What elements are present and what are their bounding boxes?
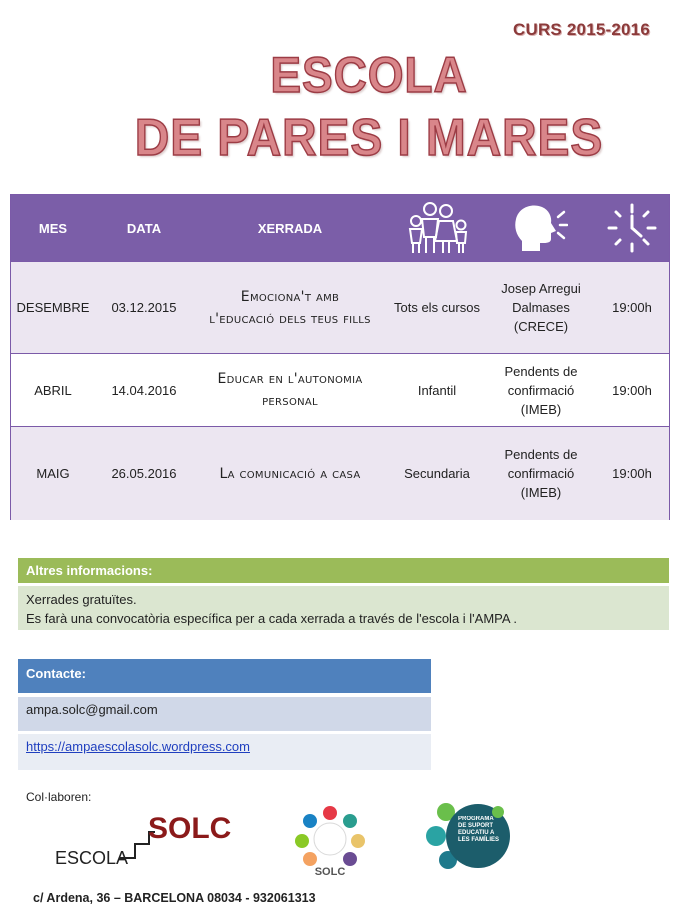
escola-solc-logo bbox=[55, 810, 250, 868]
web-link[interactable]: https://ampaescolasolc.wordpress.com bbox=[26, 739, 250, 754]
col-xerrada: XERRADA bbox=[257, 220, 323, 236]
col-hora bbox=[595, 195, 669, 261]
col-data: DATA bbox=[126, 220, 162, 236]
family-icon bbox=[400, 199, 474, 257]
row-ponent: Josep Arregui Dalmases (CRECE) bbox=[501, 281, 581, 334]
col-mes: MES bbox=[38, 220, 68, 236]
row-xerrada: Emociona't amb l'educació dels teus fills bbox=[209, 288, 371, 327]
altres-body bbox=[18, 586, 669, 630]
col-ponent bbox=[487, 195, 595, 261]
row-mes: DESEMBRE bbox=[16, 300, 90, 315]
altres-line1: Xerrades gratuïtes. bbox=[26, 592, 137, 607]
page-title-line2: DE PARES I MARES bbox=[134, 109, 604, 167]
row-hora: 19:00h bbox=[612, 300, 652, 315]
schedule-table bbox=[10, 194, 670, 520]
collaborators-label: Col·laboren: bbox=[26, 790, 92, 804]
clock-icon bbox=[606, 202, 658, 254]
row-data: 03.12.2015 bbox=[111, 300, 177, 315]
logo-solc-text: SOLC bbox=[148, 812, 232, 845]
logo2-text: SOLC bbox=[314, 866, 346, 878]
contact-email[interactable]: ampa.solc@gmail.com bbox=[18, 697, 431, 731]
row-data: 26.05.2016 bbox=[111, 466, 177, 481]
row-mes: MAIG bbox=[36, 466, 70, 481]
contact-heading: Contacte: bbox=[18, 659, 431, 693]
speaker-icon bbox=[514, 203, 568, 253]
programa-suport-logo bbox=[424, 798, 516, 874]
logo3-text: PROGRAMA DE SUPORT EDUCATIU A LES FAMÍLIES bbox=[458, 816, 500, 843]
row-data: 14.04.2016 bbox=[111, 382, 177, 398]
table-row bbox=[11, 353, 669, 426]
row-xerrada: La comunicació a casa bbox=[219, 465, 361, 482]
row-ponent: Pendents de confirmació (IMEB) bbox=[504, 447, 578, 500]
table-row bbox=[11, 426, 669, 520]
contact-web bbox=[18, 734, 431, 770]
row-ponent: Pendents de confirmació (IMEB) bbox=[504, 363, 578, 417]
table-header bbox=[11, 195, 669, 261]
row-mes: ABRIL bbox=[34, 382, 72, 398]
row-hora: 19:00h bbox=[612, 466, 652, 481]
row-hora: 19:00h bbox=[612, 382, 652, 398]
altres-line2: Es farà una convocatòria específica per a cada xerrada a través de l'escola i l'AMPA . bbox=[26, 611, 518, 626]
row-public: Secundaria bbox=[404, 466, 470, 481]
col-public bbox=[387, 195, 487, 261]
row-public: Tots els cursos bbox=[394, 300, 480, 315]
course-year: CURS 2015-2016 bbox=[513, 20, 650, 39]
logo-escola-text: ESCOLA bbox=[55, 848, 129, 868]
row-public: Infantil bbox=[417, 382, 457, 398]
address: c/ Ardena, 36 – BARCELONA 08034 - 932061313 bbox=[33, 891, 316, 905]
row-xerrada: Educar en l'autonomia personal bbox=[217, 371, 363, 409]
solc-circle-logo bbox=[292, 803, 368, 879]
altres-heading: Altres informacions: bbox=[18, 558, 669, 583]
page-title-line1: ESCOLA bbox=[270, 47, 468, 103]
table-row bbox=[11, 261, 669, 353]
